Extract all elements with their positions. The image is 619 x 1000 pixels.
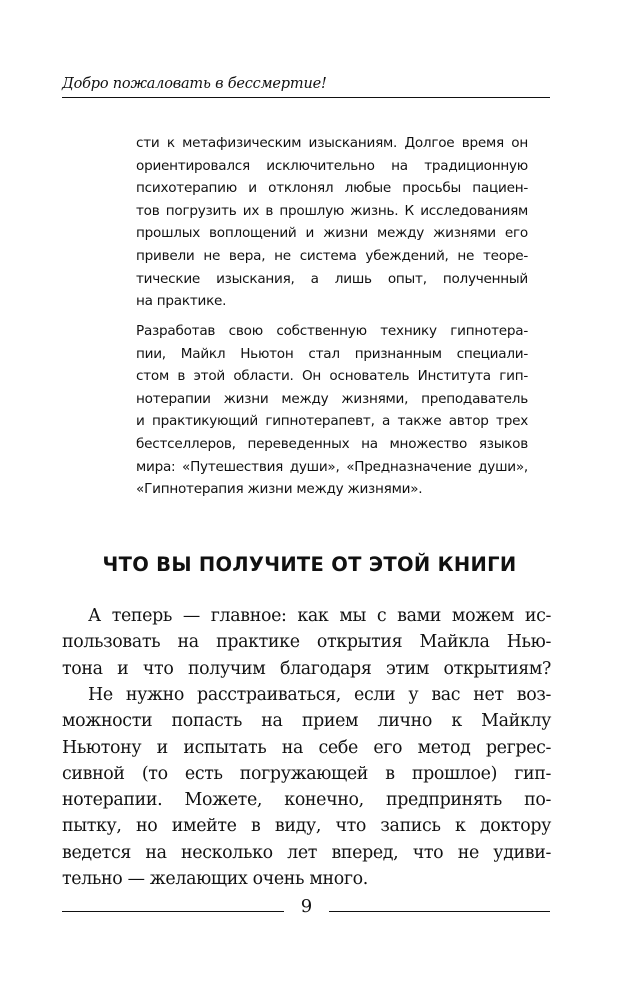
text-line: можности попасть на прием лично к Майклу (62, 711, 551, 732)
footer-rule-left (62, 911, 284, 912)
text-line: «Гипнотерапия жизни между жизнями». (136, 481, 423, 498)
text-line: тические изыскания, а лишь опыт, полученный (136, 270, 528, 287)
text-line: нотерапии. Можете, конечно, предпринять по- (62, 790, 551, 811)
text-line: ведется на несколько лет вперед, что не удиви- (62, 842, 551, 863)
page-number: 9 (300, 896, 313, 917)
text-line: Ньютону и испытать на себе его метод регрес- (62, 737, 551, 758)
intro-paragraph-1 (136, 132, 528, 313)
text-line: тельно — желающих очень много. (62, 869, 368, 890)
text-line: прошлых воплощений и жизни между жизнями его (136, 225, 528, 242)
body-paragraph-2 (62, 682, 551, 892)
header-rule (62, 97, 550, 98)
text-line: тов погрузить их в прошлую жизнь. К исследованиям (136, 202, 528, 219)
text-line: привели не вера, не система убеждений, не теоре- (136, 247, 528, 264)
text-line: ориентировался исключительно на традиционную (136, 157, 528, 174)
text-line: стом в этой области. Он основатель Института гип- (136, 368, 528, 385)
text-line: пытку, но имейте в виду, что запись к доктору (62, 816, 551, 837)
text-line: нотерапии жизни между жизнями, преподаватель (136, 390, 528, 407)
text-line: бестселлеров, переведенных на множество языков (136, 435, 528, 452)
text-line: и практикующий гипнотерапевт, а также автор трех (136, 413, 528, 430)
section-heading: ЧТО ВЫ ПОЛУЧИТЕ ОТ ЭТОЙ КНИГИ (102, 553, 517, 576)
text-line: пользовать на практике открытия Майкла Нью- (62, 632, 551, 653)
text-line: пии, Майкл Ньютон стал признанным специали- (136, 345, 528, 362)
text-line: А теперь — главное: как мы с вами можем ис- (88, 606, 551, 626)
body-paragraph-1 (62, 603, 551, 682)
footer-rule-right (329, 911, 550, 912)
text-line: Не нужно расстраиваться, если у вас нет воз- (88, 685, 551, 705)
text-line: психотерапию и отклонял любые просьбы пациен- (136, 180, 528, 197)
running-head: Добро пожаловать в бессмертие! (62, 76, 327, 92)
text-line: на практике. (136, 293, 227, 310)
text-line: мира: «Путешествия души», «Предназначение души», (136, 458, 528, 475)
intro-paragraph-2 (136, 320, 528, 501)
text-line: Разработав свою собственную технику гипнотера- (136, 323, 528, 339)
text-line: тона и что получим благодаря этим открытиям? (62, 658, 551, 679)
text-line: сивной (то есть погружающей в прошлое) гип- (62, 763, 551, 784)
text-line: сти к метафизическим изысканиям. Долгое время он (136, 135, 528, 151)
